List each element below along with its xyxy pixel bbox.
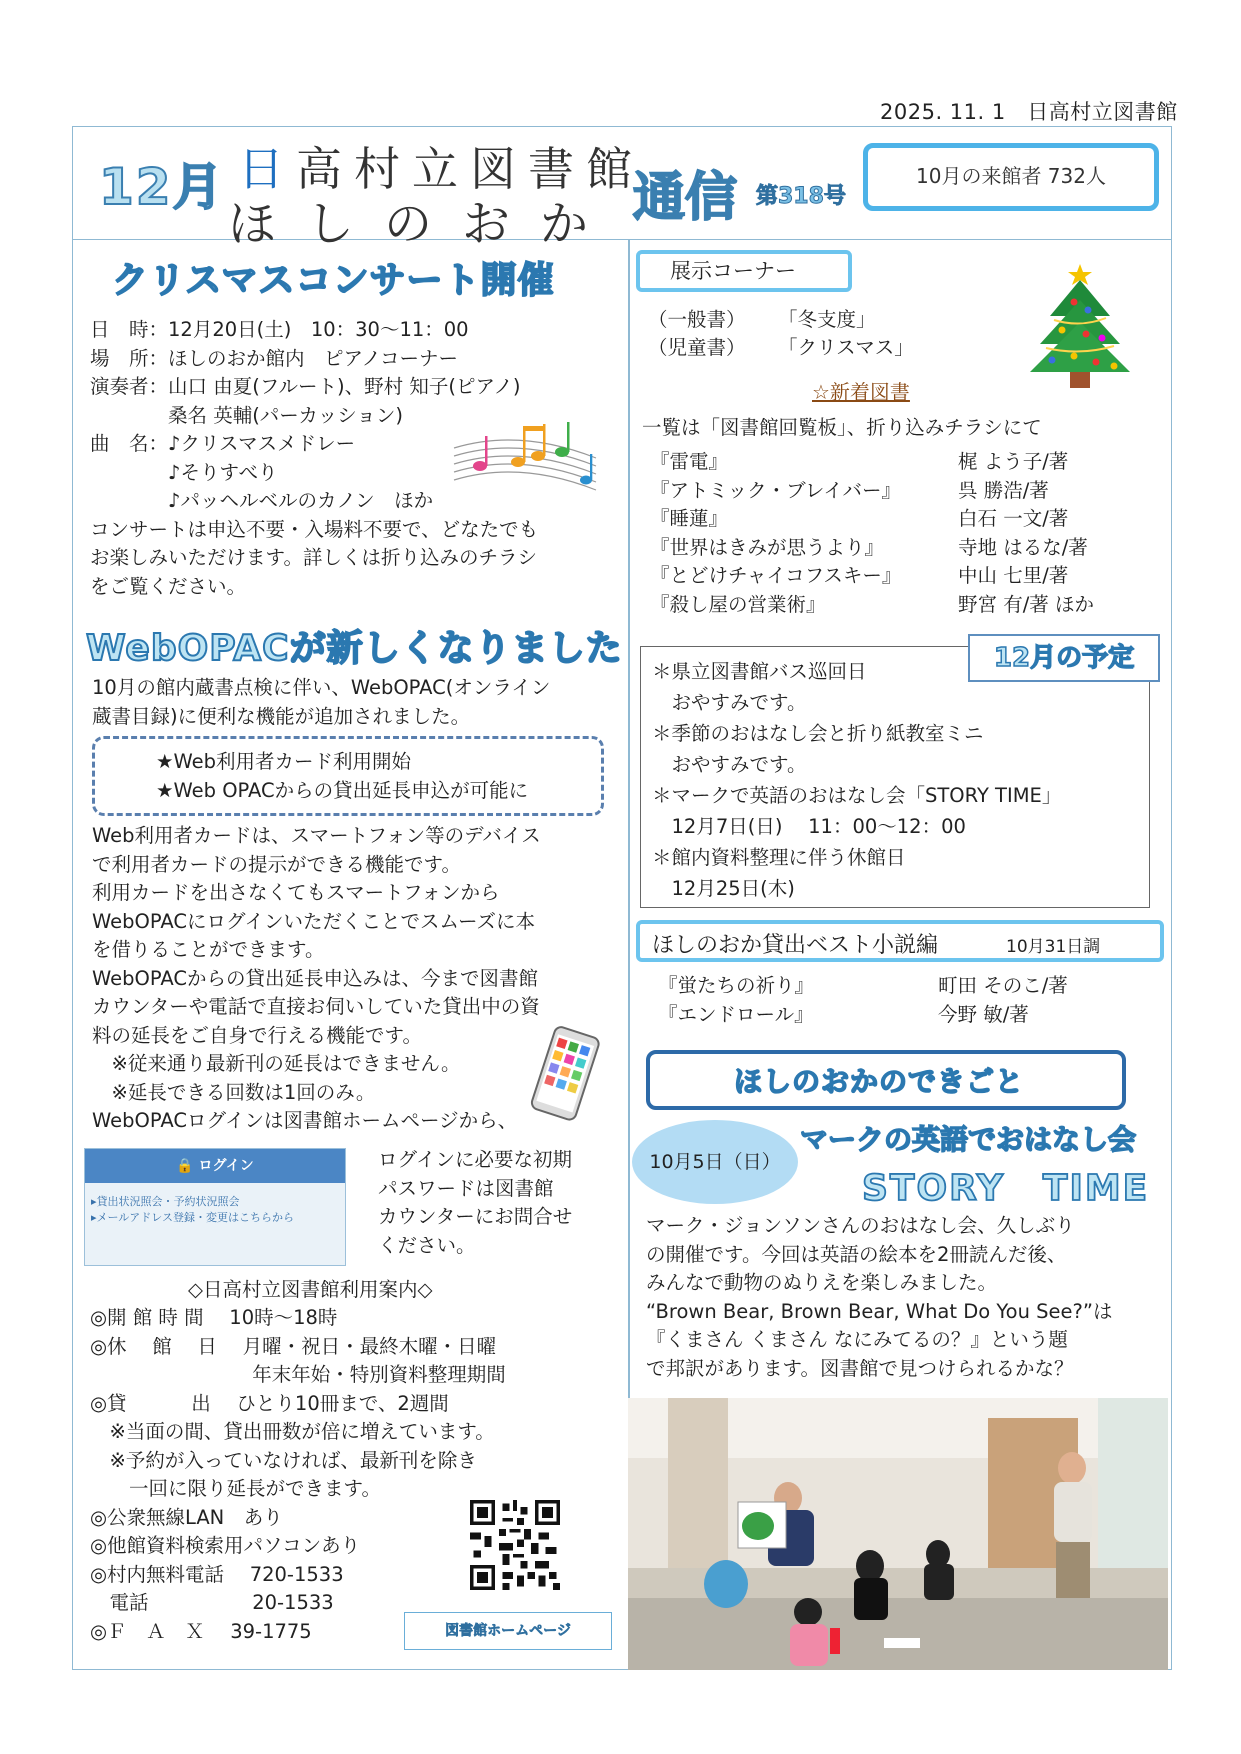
book-author: 野宮 有/著 ほか (958, 592, 1094, 616)
story-time-photo (628, 1398, 1168, 1670)
best-books-title: ほしのおか貸出ベスト小説編 (652, 933, 939, 958)
guide-line: 年末年始・特別資料整理期間 (90, 1363, 506, 1386)
new-books-titles (650, 448, 901, 619)
concert-line: お楽しみいただけます。詳しくは折り込みのチラシ (90, 546, 537, 569)
tsushin-label: 通信 (633, 168, 738, 228)
smartphone-icon (524, 1024, 604, 1124)
feature-item: ★Web OPACからの貸出延長申込が可能に (156, 778, 529, 802)
webopac-line: 料の延長をご自身で行える機能です。 (92, 1023, 422, 1047)
webopac-line: ※従来通り最新刊の延長はできません。 (92, 1052, 461, 1075)
guide-line: ◎Ｆ Ａ Ｘ 39-1775 (90, 1619, 312, 1643)
new-books-note: 一覧は「図書館回覧板」、折り込みチラシにて (642, 416, 1042, 439)
book-author: 中山 七里/著 (958, 564, 1069, 587)
guide-line: 電話 20-1533 (90, 1591, 334, 1614)
webopac-line: で利用者カードの提示ができる機能です。 (92, 852, 461, 876)
book-title: 『雷電』 (650, 450, 729, 473)
issue-number: 第318号 (756, 184, 846, 209)
book-title: 『世界はきみが思うより』 (650, 535, 885, 559)
event-line: みんなで動物のぬりえを楽しみました。 (646, 1271, 998, 1295)
book-title: 『睡蓮』 (650, 507, 729, 530)
book-title: 『エンドロール』 (658, 1002, 814, 1026)
webopac-title: WebOPACが新しくなりました (86, 628, 623, 669)
webopac-line: カウンターや電話で直接お伺いしていた貸出中の資 (92, 995, 540, 1018)
music-notes-icon (450, 418, 600, 496)
event-line: で邦訳があります。図書館で見つけられるかな？ (646, 1356, 1074, 1380)
webopac-line: WebOPACにログインいただくことでスムーズに本 (92, 909, 536, 933)
concert-line: 桑名 英輔(パーカッション) (90, 403, 403, 427)
guide-line: ◎休 館 日 月曜・祝日・最終木曜・日曜 (90, 1334, 497, 1358)
login-panel-header-label: ログイン (198, 1158, 254, 1174)
schedule-line: おやすみです。 (652, 691, 807, 714)
book-author: 呉 勝浩/著 (958, 478, 1049, 502)
webopac-line: を借りることができます。 (92, 938, 325, 961)
visitor-count: 10月の来館者 732人 (863, 143, 1159, 211)
schedule-line: ＊県立図書館バス巡回日 (652, 660, 867, 683)
exhibit-general-value: 「冬支度」 (778, 308, 876, 331)
masthead (72, 126, 1172, 252)
book-author: 寺地 はるな/著 (958, 535, 1088, 559)
concert-line: ♪そりすべり (90, 460, 278, 484)
concert-line: 場 所：ほしのおか館内 ピアノコーナー (90, 346, 458, 370)
guide-line: ◎村内無料電話 720-1533 (90, 1562, 344, 1586)
event-headline: マークの英語でおはなし会 (800, 1123, 1137, 1156)
login-note (378, 1146, 572, 1260)
webopac-body (92, 822, 541, 1136)
events-banner (646, 1050, 1126, 1110)
book-author: 町田 そのこ/著 (938, 974, 1068, 997)
best-books-titles (658, 972, 814, 1029)
events-title: ほしのおかのできごと (734, 1065, 1025, 1098)
best-books-authors (938, 972, 1068, 1029)
guide-list (90, 1304, 506, 1646)
concert-line: をご覧ください。 (90, 574, 247, 598)
schedule-list (652, 656, 1061, 904)
feature-list (156, 748, 528, 805)
login-note-line: ください。 (378, 1233, 476, 1257)
schedule-line: ＊マークで英語のおはなし会「STORY TIME」 (652, 784, 1062, 807)
guide-line: ◎公衆無線LAN あり (90, 1505, 283, 1529)
book-author: 白石 一文/著 (958, 507, 1069, 530)
concert-title: クリスマスコンサート開催 (112, 260, 555, 301)
new-books-title: ☆新着図書 (812, 380, 910, 404)
schedule-line: おやすみです。 (652, 753, 807, 776)
best-books-date: 10月31日調 (1006, 937, 1101, 957)
webopac-line: Web利用者カードは、スマートフォン等のデバイス (92, 824, 541, 847)
guide-line: ◎貸 出 ひとり10冊まで、2週間 (90, 1391, 449, 1415)
christmas-tree-icon (1024, 256, 1136, 394)
month-label: 12月 (99, 158, 225, 216)
event-line: の開催です。今回は英語の絵本を2冊読んだ後、 (646, 1242, 1067, 1266)
guide-line: 一回に限り延長ができます。 (90, 1477, 381, 1500)
login-panel-link: ▸貸出状況照会・予約状況照会 (91, 1195, 240, 1208)
guide-line: ◎開 館 時 間 10時～18時 (90, 1306, 338, 1329)
webopac-line: 利用カードを出さなくてもスマートフォンから (92, 881, 500, 904)
new-books-authors (958, 448, 1094, 619)
webopac-intro-line: 蔵書目録)に便利な機能が追加されました。 (92, 704, 471, 728)
schedule-title: 12月の予定 (968, 634, 1160, 682)
guide-title: ◇日高村立図書館利用案内◇ (188, 1278, 433, 1301)
book-author: 今野 敏/著 (938, 1002, 1029, 1026)
login-note-line: パスワードは図書館 (378, 1176, 554, 1200)
event-body (646, 1212, 1113, 1384)
login-panel-link: ▸メールアドレス登録・変更はこちらから (91, 1211, 294, 1224)
exhibit-title: 展示コーナー (636, 250, 852, 292)
webopac-intro-line: 10月の館内蔵書点検に伴い、WebOPAC(オンライン (92, 676, 551, 699)
issue-date: 2025. 11. 1 日高村立図書館 (880, 100, 1178, 124)
login-note-line: ログインに必要な初期 (378, 1148, 573, 1171)
feature-item: ★Web利用者カード利用開始 (156, 750, 411, 773)
schedule-line: ＊季節のおはなし会と折り紙教室ミニ (652, 722, 984, 745)
event-date-badge: 10月5日（日） (632, 1120, 798, 1204)
guide-line: ※当面の間、貸出冊数が倍に増えています。 (90, 1420, 495, 1443)
login-panel-header (85, 1149, 345, 1183)
exhibit-children-label: （児童書） (648, 336, 746, 359)
concert-line: 演奏者：山口 由夏(フルート)、野村 知子(ピアノ) (90, 375, 521, 398)
book-author: 梶 よう子/著 (958, 450, 1069, 473)
schedule-line: 12月7日(日) 11：00～12：00 (652, 815, 966, 838)
exhibit-children-value: 「クリスマス」 (778, 336, 914, 359)
book-title: 『殺し屋の営業術』 (650, 592, 826, 616)
login-panel-image (84, 1148, 346, 1266)
webopac-line: ※延長できる回数は1回のみ。 (92, 1080, 376, 1104)
webopac-line: WebOPACログインは図書館ホームページから、 (92, 1109, 518, 1132)
lock-icon: 🔒 (176, 1158, 194, 1174)
concert-line: コンサートは申込不要・入場料不要で、どなたでも (90, 517, 539, 541)
concert-line: ♪パッヘルベルのカノン ほか (90, 489, 434, 512)
concert-line: 日 時：12月20日(土) 10：30～11：00 (90, 318, 469, 341)
library-homepage-button[interactable]: 図書館ホームページ (404, 1612, 612, 1650)
event-line: 『くまさん くまさん なにみてるの？』という題 (646, 1328, 1068, 1352)
concert-line: 曲 名：♪クリスマスメドレー (90, 432, 356, 455)
book-title: 『アトミック・ブレイバー』 (650, 478, 901, 502)
login-note-line: カウンターにお問合せ (378, 1205, 573, 1228)
book-title: 『とどけチャイコフスキー』 (650, 564, 902, 587)
schedule-line: 12月25日(木) (652, 877, 795, 900)
webopac-intro (92, 674, 550, 731)
event-line: マーク・ジョンソンさんのおはなし会、久しぶり (646, 1214, 1075, 1237)
library-name-rest: 高村立図書館 (296, 142, 644, 196)
qr-code-icon (470, 1500, 560, 1590)
event-line: “Brown Bear, Brown Bear, What Do You See?”は (646, 1299, 1113, 1323)
schedule-line: ＊館内資料整理に伴う休館日 (652, 846, 906, 869)
newsletter-name: ほしのおか (228, 196, 619, 252)
event-headline-story-time: STORY TIME (862, 1168, 1150, 1209)
best-books-header (636, 920, 1164, 962)
exhibit-general-label: （一般書） (648, 308, 746, 331)
webopac-line: WebOPACからの貸出延長申込みは、今まで図書館 (92, 966, 538, 990)
guide-line: ◎他館資料検索用パソコンあり (90, 1534, 361, 1557)
guide-line: ※予約が入っていなければ、最新刊を除き (90, 1448, 477, 1472)
library-name-first: 日 (238, 142, 296, 196)
book-title: 『蛍たちの祈り』 (658, 974, 815, 997)
